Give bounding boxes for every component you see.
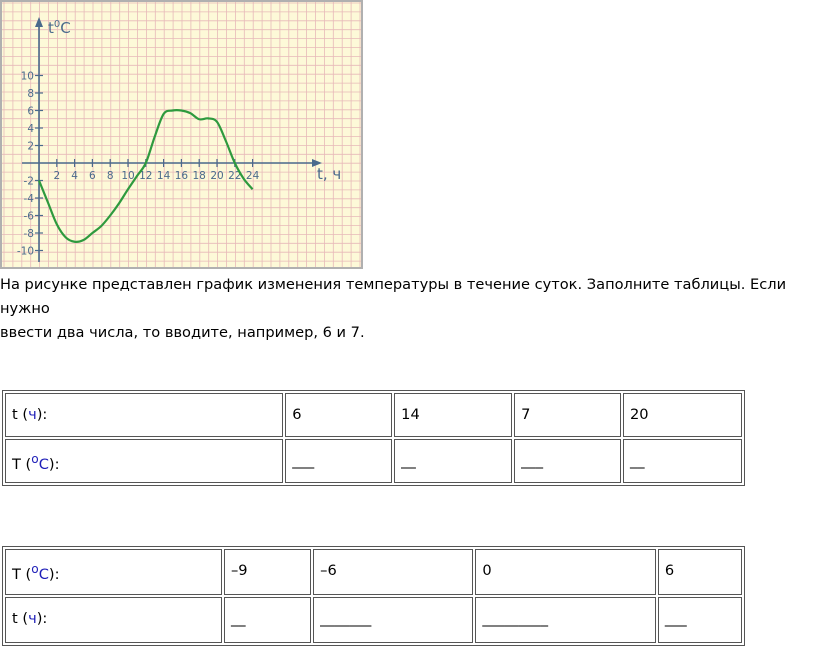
answer-blank[interactable]: __ bbox=[224, 597, 311, 643]
unit-celsius: С bbox=[38, 565, 49, 583]
temperature-cell: –9 bbox=[224, 549, 311, 595]
y-tick-label: 2 bbox=[27, 140, 34, 153]
table-row bbox=[5, 597, 742, 643]
x-tick-label: 12 bbox=[139, 170, 153, 182]
x-tick-label: 14 bbox=[156, 170, 171, 182]
y-tick-label: -10 bbox=[16, 245, 34, 258]
temperature-cell: 6 bbox=[658, 549, 742, 595]
x-tick-label: 18 bbox=[192, 170, 206, 182]
answer-blank[interactable]: ___ bbox=[658, 597, 742, 643]
y-tick-label: -8 bbox=[23, 228, 34, 240]
temperature-cell: –6 bbox=[313, 549, 473, 595]
answer-blank[interactable]: __ bbox=[623, 439, 742, 483]
label-open: t ( bbox=[12, 610, 29, 627]
time-cell: 7 bbox=[514, 393, 621, 437]
x-tick-label: 4 bbox=[71, 170, 78, 182]
x-tick-label: 2 bbox=[53, 170, 61, 182]
y-tick-label: 6 bbox=[27, 105, 34, 118]
instruction-line-2: ввести два числа, то вводите, например, 6 и 7. bbox=[0, 324, 365, 341]
temperature-to-time-table bbox=[2, 546, 745, 646]
time-to-temperature-table bbox=[2, 390, 745, 486]
unit-hours: ч bbox=[28, 610, 37, 627]
row-label-temperature bbox=[5, 549, 222, 595]
table-row bbox=[5, 549, 742, 595]
table-row bbox=[5, 393, 742, 437]
answer-blank[interactable]: ___ bbox=[514, 439, 621, 483]
answer-blank[interactable]: __ bbox=[394, 439, 512, 483]
x-tick-label: 20 bbox=[210, 170, 224, 182]
unit-degree bbox=[31, 562, 49, 583]
y-tick-label: 10 bbox=[20, 70, 34, 83]
label-close: ): bbox=[36, 406, 48, 423]
degree-sup: o bbox=[31, 452, 39, 466]
label-close: ): bbox=[48, 565, 60, 583]
x-tick-label: 8 bbox=[106, 170, 114, 182]
row-label-temperature bbox=[5, 439, 283, 483]
chart-svg bbox=[0, 0, 363, 269]
temperature-cell: 0 bbox=[475, 549, 655, 595]
table-row bbox=[5, 439, 742, 483]
x-tick-label: 10 bbox=[121, 170, 135, 182]
y-tick-label: -4 bbox=[23, 193, 34, 205]
degree-sup: o bbox=[31, 562, 39, 576]
time-cell: 20 bbox=[623, 393, 742, 437]
unit-hours: ч bbox=[28, 406, 37, 423]
time-cell: 14 bbox=[394, 393, 512, 437]
time-cell: 6 bbox=[285, 393, 392, 437]
instruction-line-1: На рисунке представлен график изменения температуры в течение суток. Заполните таблицы. Если нужно bbox=[0, 276, 787, 317]
temperature-chart bbox=[0, 0, 363, 269]
y-axis-label: $t^0C$ bbox=[48, 19, 71, 37]
label-open: t ( bbox=[12, 406, 29, 423]
chart-background bbox=[1, 1, 362, 268]
x-tick-label: 16 bbox=[174, 170, 189, 182]
label-close: ): bbox=[36, 610, 48, 627]
label-open: T ( bbox=[12, 565, 32, 583]
x-tick-label: 24 bbox=[245, 170, 260, 182]
unit-degree bbox=[31, 452, 49, 473]
answer-blank[interactable]: ___ bbox=[285, 439, 392, 483]
x-tick-label: 22 bbox=[228, 170, 242, 182]
y-tick-label: -2 bbox=[23, 175, 34, 188]
row-label-time bbox=[5, 393, 283, 437]
y-tick-label: 8 bbox=[27, 88, 34, 100]
x-tick-label: 6 bbox=[89, 170, 96, 182]
row-label-time bbox=[5, 597, 222, 643]
instruction-paragraph bbox=[0, 273, 816, 345]
y-tick-label: 4 bbox=[27, 123, 34, 135]
label-open: T ( bbox=[12, 455, 32, 473]
y-tick-label: -6 bbox=[23, 210, 34, 223]
unit-celsius: С bbox=[38, 455, 49, 473]
answer-blank[interactable]: _______ bbox=[313, 597, 473, 643]
label-close: ): bbox=[48, 455, 60, 473]
x-axis-label: t, ч bbox=[317, 165, 342, 183]
answer-blank[interactable]: _________ bbox=[475, 597, 655, 643]
